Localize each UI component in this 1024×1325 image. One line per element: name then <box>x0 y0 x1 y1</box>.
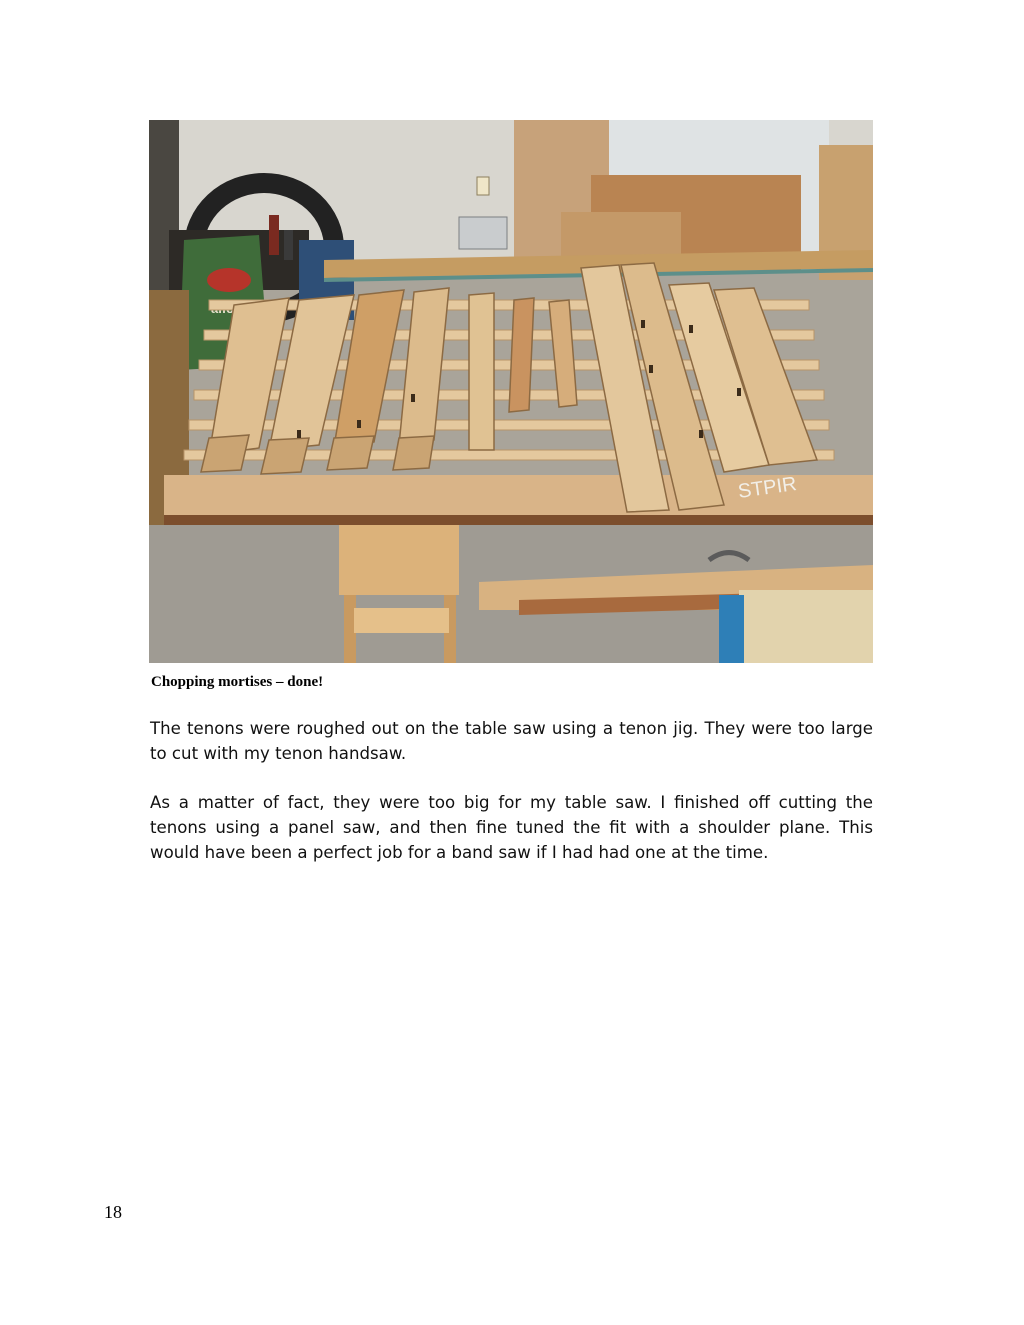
body-paragraph-1: The tenons were roughed out on the table saw using a tenon jig. They were too large to cut with my tenon handsaw. <box>150 719 873 763</box>
page-number: 18 <box>104 1202 122 1222</box>
workshop-photo <box>149 120 873 663</box>
workshop-photo-drawing <box>149 120 873 663</box>
body-paragraph-2: As a matter of fact, they were too big for my table saw. I finished off cutting the tenons using a panel saw, and then fine tuned the fit with a shoulder plane. This would have been a perfect job for a band saw if I had had one at the time. <box>150 793 873 862</box>
figure-caption: Chopping mortises – done! <box>151 674 324 690</box>
chalk-mark: STPIR <box>736 472 799 503</box>
